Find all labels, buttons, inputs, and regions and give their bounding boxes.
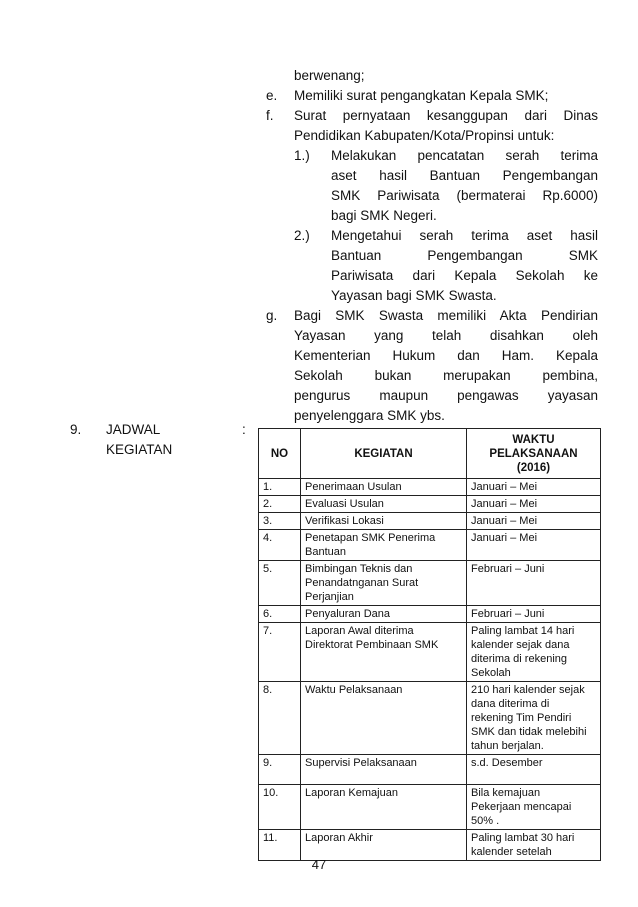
cell-kegiatan: Penyaluran Dana (301, 606, 467, 623)
cell-waktu: Januari – Mei (467, 479, 601, 496)
cell-waktu: Januari – Mei (467, 530, 601, 561)
section-title-line2: KEGIATAN (106, 442, 173, 457)
item-g-line-5: pengurus maupun pengawas yayasan (294, 388, 598, 403)
cell-no: 2. (259, 496, 301, 513)
table-row (259, 755, 601, 785)
sub2-line-2: Bantuan Pengembangan SMK (331, 248, 598, 263)
cell-waktu: Januari – Mei (467, 513, 601, 530)
item-e-marker: e. (266, 88, 278, 103)
cell-no: 5. (259, 561, 301, 606)
table-row (259, 623, 601, 682)
sub2-marker: 2.) (294, 228, 310, 243)
cell-waktu: s.d. Desember (467, 755, 601, 785)
item-f-marker: f. (266, 108, 274, 123)
item-e-text: Memiliki surat pengangkatan Kepala SMK; (294, 88, 549, 103)
section-title-line1: JADWAL (106, 422, 161, 437)
table-row (259, 496, 601, 513)
item-g-line-3: Kementerian Hukum dan Ham. Kepala (294, 348, 598, 363)
cell-no: 6. (259, 606, 301, 623)
header-no: NO (259, 429, 301, 479)
section-colon: : (242, 422, 246, 437)
cell-kegiatan: Laporan Kemajuan (301, 785, 467, 830)
table-row (259, 530, 601, 561)
cell-kegiatan: Waktu Pelaksanaan (301, 682, 467, 755)
item-g-line-4: Sekolah bukan merupakan pembina, (294, 368, 598, 383)
table-row (259, 785, 601, 830)
sub2-line-4: Yayasan bagi SMK Swasta. (331, 288, 497, 303)
cell-no: 3. (259, 513, 301, 530)
cell-waktu: Paling lambat 14 hari kalender sejak dana diterima di rekening Sekolah (467, 623, 601, 682)
cell-waktu: Bila kemajuan Pekerjaan mencapai 50% . (467, 785, 601, 830)
cell-kegiatan: Laporan Akhir (301, 830, 467, 861)
cell-kegiatan: Supervisi Pelaksanaan (301, 755, 467, 785)
schedule-table (258, 428, 601, 861)
page-number: 47 (311, 857, 327, 872)
cell-waktu: 210 hari kalender sejak dana diterima di rekening Tim Pendiri SMK dan tidak melebihi tahun berjalan. (467, 682, 601, 755)
cell-waktu: Februari – Juni (467, 561, 601, 606)
table-row (259, 561, 601, 606)
table-row (259, 682, 601, 755)
cell-no: 1. (259, 479, 301, 496)
header-waktu: WAKTU PELAKSANAAN (2016) (467, 429, 601, 479)
cell-kegiatan: Verifikasi Lokasi (301, 513, 467, 530)
cell-no: 10. (259, 785, 301, 830)
item-f-line2: Pendidikan Kabupaten/Kota/Propinsi untuk: (294, 128, 555, 143)
cell-waktu: Januari – Mei (467, 496, 601, 513)
sub1-line-3: SMK Pariwisata (bermaterai Rp.6000) (331, 188, 598, 203)
cell-waktu: Paling lambat 30 hari kalender setelah (467, 830, 601, 861)
item-g-line-2: Yayasan yang telah disahkan oleh (294, 328, 598, 343)
cell-no: 11. (259, 830, 301, 861)
item-f-line1: Surat pernyataan kesanggupan dari Dinas (294, 108, 598, 123)
table-row (259, 479, 601, 496)
section-number: 9. (70, 422, 82, 437)
sub1-line-4: bagi SMK Negeri. (331, 208, 437, 223)
item-g-marker: g. (266, 308, 278, 323)
table-row (259, 513, 601, 530)
sub1-line-2: aset hasil Bantuan Pengembangan (331, 168, 598, 183)
table-row (259, 830, 601, 861)
cell-no: 7. (259, 623, 301, 682)
header-kegiatan: KEGIATAN (301, 429, 467, 479)
cell-kegiatan: Evaluasi Usulan (301, 496, 467, 513)
table-header-row (259, 429, 601, 479)
item-g-line-6: penyelenggara SMK ybs. (294, 408, 445, 423)
cell-kegiatan: Penetapan SMK Penerima Bantuan (301, 530, 467, 561)
continuation-line: berwenang; (294, 68, 365, 83)
cell-kegiatan: Bimbingan Teknis dan Penandatnganan Surat Perjanjian (301, 561, 467, 606)
cell-kegiatan: Laporan Awal diterima Direktorat Pembinaan SMK (301, 623, 467, 682)
sub2-line-3: Pariwisata dari Kepala Sekolah ke (331, 268, 598, 283)
cell-waktu: Februari – Juni (467, 606, 601, 623)
cell-kegiatan: Penerimaan Usulan (301, 479, 467, 496)
sub1-line-1: Melakukan pencatatan serah terima (331, 148, 598, 163)
cell-no: 9. (259, 755, 301, 785)
table-row (259, 606, 601, 623)
item-g-line-1: Bagi SMK Swasta memiliki Akta Pendirian (294, 308, 598, 323)
sub1-marker: 1.) (294, 148, 310, 163)
cell-no: 4. (259, 530, 301, 561)
sub2-line-1: Mengetahui serah terima aset hasil (331, 228, 598, 243)
cell-no: 8. (259, 682, 301, 755)
